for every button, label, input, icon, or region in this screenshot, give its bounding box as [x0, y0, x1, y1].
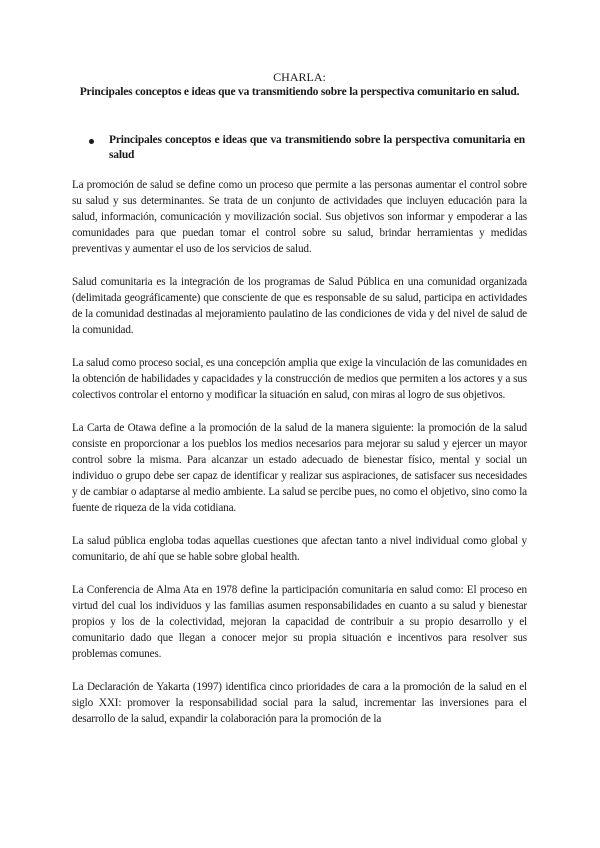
document-subtitle: Principales conceptos e ideas que va transmitiendo sobre la perspectiva comunitario en salud. [79, 86, 520, 98]
paragraph-salud-comunitaria: Salud comunitaria es la integración de los programas de Salud Pública en una comunidad organizada (delimitada geográficamente) que consciente de que es responsable de su salud, participa en actividades de la comunidad destinadas al mejoramiento paulatino de las condiciones de vida y del nivel de salud de la comunidad. [72, 276, 527, 336]
bullet-item [72, 133, 527, 163]
paragraph-yakarta: La Declaración de Yakarta (1997) identifica cinco prioridades de cara a la promoción de la salud en el siglo XXI: promover la responsabilidad social para la salud, incrementar las inversiones para el desarrollo de la salud, expandir la colaboración para la promoción de la [72, 681, 527, 725]
bullet-dot-icon [89, 139, 94, 144]
document-title: CHARLA: [273, 70, 326, 84]
document-page [72, 70, 527, 727]
paragraph-promocion-salud: La promoción de salud se define como un proceso que permite a las personas aumentar el control sobre su salud y sus determinantes. Se trata de un conjunto de actividades que incluyen educación para la salud, información, comunicación y movilización social. Sus objetivos son informar y empoderar a las comunidades para que puedan tomar el control sobre su salud, brindar herramientas y medidas preventivas y aumentar el uso de los servicios de salud. [72, 179, 527, 255]
paragraph-alma-ata: La Conferencia de Alma Ata en 1978 define la participación comunitaria en salud como: El proceso en virtud del cual los individuos y las familias asumen responsabilidades en cuanto a su salud y bienestar propios y los de la colectividad, mejoran la capacidad de contribuir a su propio desarrollo y el comunitario dado que llegan a conocer mejor su propia situación e incentivos para resolver sus problemas comunes. [72, 584, 527, 660]
bullet-heading: Principales conceptos e ideas que va transmitiendo sobre la perspectiva comunitaria en salud [109, 134, 525, 161]
paragraph-salud-publica: La salud pública engloba todas aquellas cuestiones que afectan tanto a nivel individual como global y comunitario, de ahí que se hable sobre global health. [72, 535, 527, 563]
paragraph-proceso-social: La salud como proceso social, es una concepción amplia que exige la vinculación de las comunidades en la obtención de habilidades y capacidades y la construcción de medios que permiten a los actores y a sus colectivos controlar el entorno y modificar la situación en salud, con miras al logro de sus objetivos. [72, 357, 527, 401]
paragraph-carta-otawa: La Carta de Otawa define a la promoción de la salud de la manera siguiente: la promoción de la salud consiste en proporcionar a los pueblos los medios necesarios para mejorar su salud y ejercer un mayor control sobre la misma. Para alcanzar un estado adecuado de bienestar físico, mental y social un individuo o grupo debe ser capaz de identificar y realizar sus aspiraciones, de satisfacer sus necesidades y de cambiar o adaptarse al medio ambiente. La salud se percibe pues, no como el objetivo, sino como la fuente de riqueza de la vida cotidiana. [72, 422, 527, 514]
